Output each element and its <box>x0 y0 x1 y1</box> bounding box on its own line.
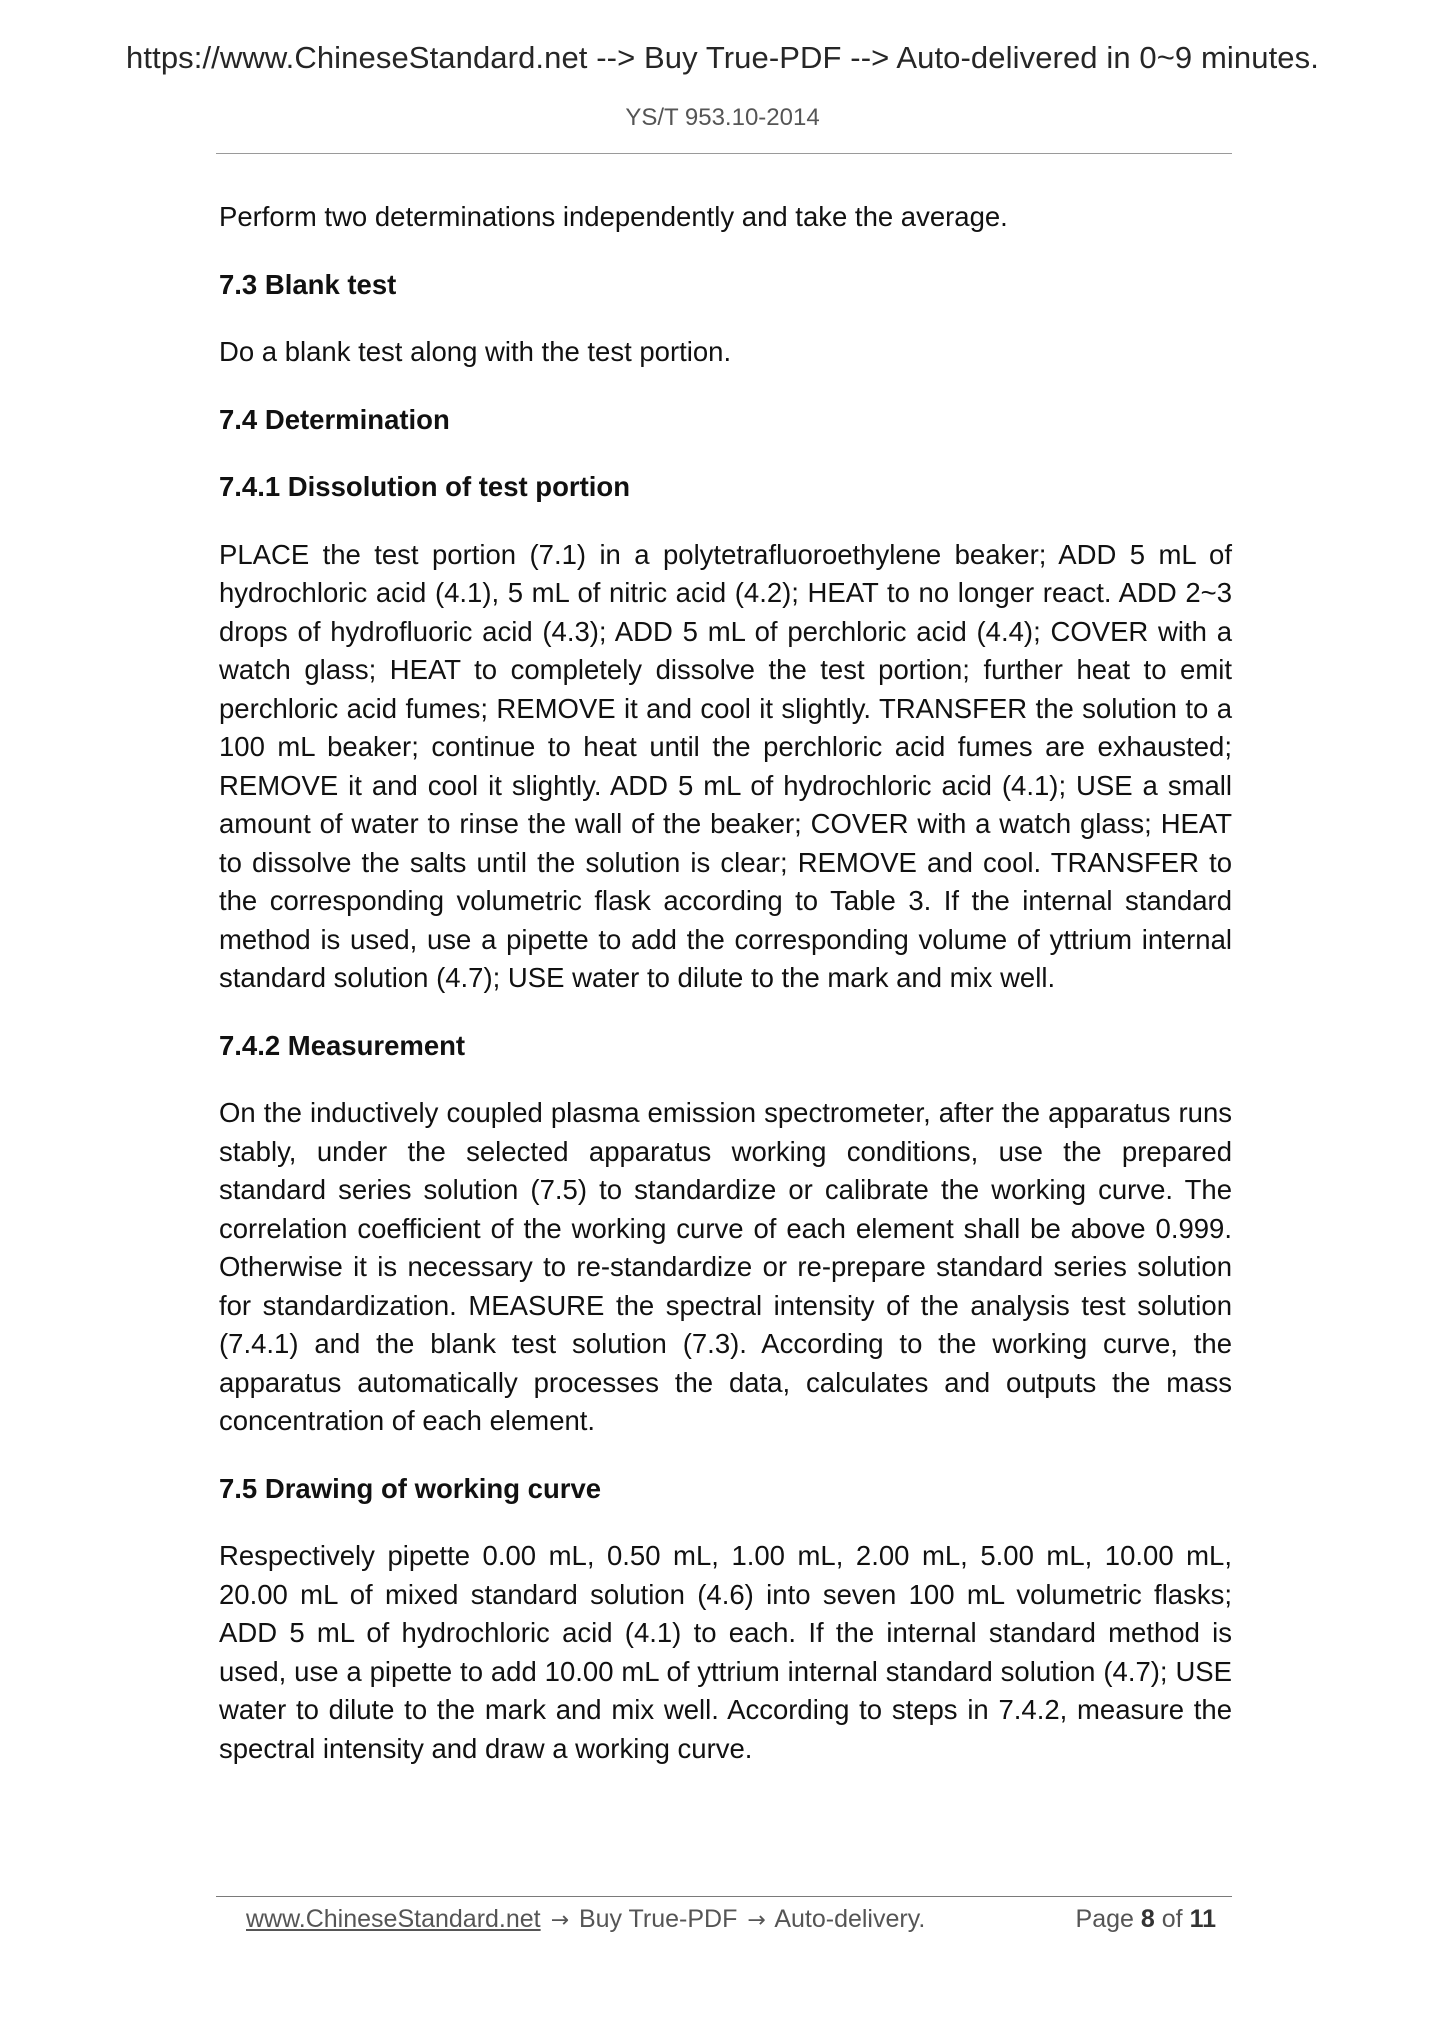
arrow-right-icon: → <box>550 1908 570 1933</box>
page-current: 8 <box>1140 1905 1155 1933</box>
paragraph-7-5: Respectively pipette 0.00 mL, 0.50 mL, 1.00 mL, 2.00 mL, 5.00 mL, 10.00 mL, 20.00 mL of mixed standard solution (4.6) into seven 100 mL volumetric flasks; ADD 5 mL of hydrochloric acid (4.1) to each. If the internal standard method is used, use a pipette to add 10.00 mL of yttrium internal standard solution (4.7); USE water to dilute to the mark and mix well. According to steps in 7.4.2, measure the spectral intensity and draw a working curve. <box>219 1540 1232 1764</box>
intro-paragraph: Perform two determinations independently and take the average. <box>219 201 1008 232</box>
arrow-right-icon: → <box>747 1908 766 1933</box>
top-banner: https://www.ChineseStandard.net --> Buy True-PDF --> Auto-delivered in 0~9 minutes. <box>126 40 1319 75</box>
page-total: 11 <box>1189 1905 1216 1933</box>
footer-buy-text: Buy True-PDF <box>578 1905 738 1933</box>
footer-divider <box>216 1896 1232 1897</box>
paragraph-7-4-2: On the inductively coupled plasma emission spectrometer, after the apparatus runs stably, under the selected apparatus working conditions, use the prepared standard series solution (7.5) to standardize or calibrate the working curve. The correlation coefficient of the working curve of each element shall be above 0.999. Otherwise it is necessary to re-standardize or re-prepare standard series solution for standardization. MEASURE the spectral intensity of the analysis test solution (7.4.1) and the blank test solution (7.3). According to the working curve, the apparatus automatically processes the data, calculates and outputs the mass concentration of each element. <box>219 1097 1232 1436</box>
heading-7-4-2: 7.4.2 Measurement <box>219 1029 466 1061</box>
page-footer <box>246 1903 1216 1937</box>
footer-site-link[interactable]: www.ChineseStandard.net <box>246 1905 541 1933</box>
of-label: of <box>1161 1905 1183 1933</box>
footer-delivery-text: Auto-delivery. <box>774 1905 926 1933</box>
heading-7-4: 7.4 Determination <box>219 403 450 435</box>
page-label: Page <box>1075 1905 1134 1933</box>
heading-7-3: 7.3 Blank test <box>219 268 397 300</box>
document-body <box>219 198 1232 1797</box>
paragraph-7-4-1: PLACE the test portion (7.1) in a polytetrafluoroethylene beaker; ADD 5 mL of hydrochloric acid (4.1), 5 mL of nitric acid (4.2); HEAT to no longer react. ADD 2~3 drops of hydrofluoric acid (4.3); ADD 5 mL of perchloric acid (4.4); COVER with a watch glass; HEAT to completely dissolve the test portion; further heat to emit perchloric acid fumes; REMOVE it and cool it slightly. TRANSFER the solution to a 100 mL beaker; continue to heat until the perchloric acid fumes are exhausted; REMOVE it and cool it slightly. ADD 5 mL of hydrochloric acid (4.1); USE a small amount of water to rinse the wall of the beaker; COVER with a watch glass; HEAT to dissolve the salts until the solution is clear; REMOVE and cool. TRANSFER to the corresponding volumetric flask according to Table 3. If the internal standard method is used, use a pipette to add the corresponding volume of yttrium internal standard solution (4.7); USE water to dilute to the mark and mix well. <box>219 538 1232 993</box>
page-indicator <box>1076 1903 1216 1935</box>
paragraph-7-3: Do a blank test along with the test portion. <box>219 336 732 367</box>
header-divider <box>216 153 1232 154</box>
heading-7-4-1: 7.4.1 Dissolution of test portion <box>219 471 630 502</box>
heading-7-5: 7.5 Drawing of working curve <box>219 1472 602 1504</box>
standard-code: YS/T 953.10-2014 <box>625 104 820 131</box>
